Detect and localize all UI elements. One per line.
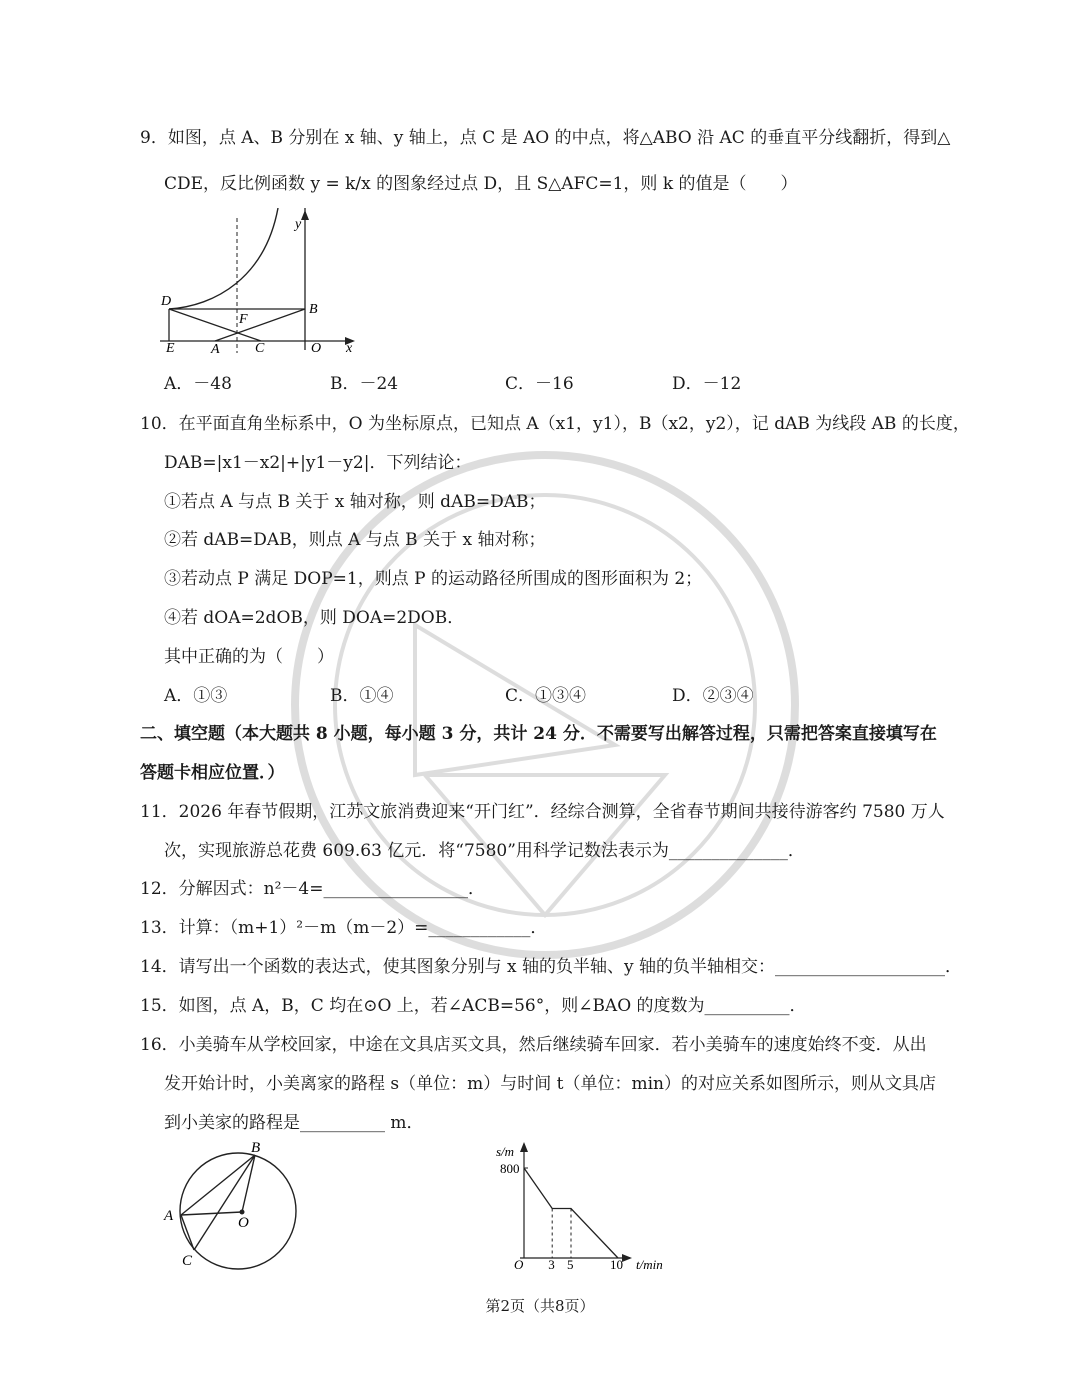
q13-text: 13．计算：（m+1）²－m（m－2）=____________．	[140, 918, 548, 938]
q16-line3: 到小美家的路程是__________ m．	[164, 1113, 424, 1133]
chart-ytick-800: 800	[500, 1161, 520, 1176]
label-e: E	[166, 341, 175, 356]
q10-line2: DAB=|x1－x2|+|y1－y2|．下列结论：	[164, 453, 472, 473]
q10-line1: 10．在平面直角坐标系中，O 为坐标原点，已知点 A（x1，y1），B（x2，y2），记 dAB 为线段 AB 的长度，	[140, 414, 970, 434]
label-c: C	[255, 341, 265, 356]
q10-option-c[interactable]: C．①③④	[505, 686, 587, 706]
label-b: B	[309, 302, 318, 317]
q16-line2: 发开始计时，小美离家的路程 s（单位：m）与时间 t（单位：min）的对应关系如图所示，则从文具店	[164, 1074, 936, 1094]
q10-ask: 其中正确的为（ ）	[164, 647, 334, 667]
label-f: F	[239, 312, 248, 327]
q16-line1: 16．小美骑车从学校回家，中途在文具店买文具，然后继续骑车回家．若小美骑车的速度始终不变．从出	[140, 1035, 927, 1055]
q9-option-d[interactable]: D．－12	[672, 374, 742, 394]
label-x: x	[346, 341, 353, 356]
circle-label-o: O	[238, 1215, 249, 1231]
chart-ylabel: s/m	[496, 1144, 515, 1159]
q9-option-a[interactable]: A．－48	[164, 374, 232, 394]
q15-circle-figure	[158, 1138, 308, 1273]
label-y: y	[295, 217, 302, 232]
q15-text: 15．如图，点 A，B，C 均在⊙O 上，若∠ACB=56°，则∠BAO 的度数为__________．	[140, 996, 807, 1016]
q10-statement-2: ②若 dAB=DAB，则点 A 与点 B 关于 x 轴对称；	[164, 530, 546, 550]
circle-label-c: C	[182, 1253, 193, 1269]
q10-statement-1: ①若点 A 与点 B 关于 x 轴对称，则 dAB=DAB；	[164, 492, 546, 512]
q16-distance-time-chart	[480, 1140, 680, 1275]
q10-option-a[interactable]: A．①③	[164, 686, 228, 706]
q11-line2: 次，实现旅游总花费 609.63 亿元．将“7580”用科学记数法表示为______________．	[164, 841, 805, 861]
section2-heading-line1: 二、填空题（本大题共 8 小题，每小题 3 分，共计 24 分．不需要写出解答过程，只需把答案直接填写在	[140, 724, 937, 744]
q10-statement-3: ③若动点 P 满足 DOP=1，则点 P 的运动路径所围成的图形面积为 2；	[164, 569, 703, 589]
q11-line1: 11．2026 年春节假期，江苏文旅消费迎来“开门红”．经综合测算，全省春节期间共接待游客约 7580 万人	[140, 802, 945, 822]
page-footer: 第2页（共8页）	[485, 1297, 595, 1315]
circle-label-b: B	[251, 1140, 261, 1156]
q14-text: 14．请写出一个函数的表达式，使其图象分别与 x 轴的负半轴、y 轴的负半轴相交：____________________．	[140, 957, 963, 977]
chart-origin: O	[514, 1257, 524, 1272]
q10-option-d[interactable]: D．②③④	[672, 686, 754, 706]
section2-heading-line2: 答题卡相应位置．）	[140, 763, 285, 783]
label-a: A	[211, 342, 220, 357]
chart-xtick-3: 3	[548, 1257, 555, 1272]
q9-option-c[interactable]: C．－16	[505, 374, 574, 394]
q9-option-b[interactable]: B．－24	[330, 374, 399, 394]
chart-xtick-5: 5	[567, 1257, 574, 1272]
chart-xtick-10: 10	[610, 1257, 623, 1272]
q10-statement-4: ④若 dOA=2dOB，则 DOA=2DOB．	[164, 608, 465, 628]
chart-xlabel: t/min	[636, 1257, 663, 1272]
q9-figure	[155, 208, 365, 358]
q9-line1: 9．如图，点 A、B 分别在 x 轴、y 轴上，点 C 是 AO 的中点，将△ABO 沿 AC 的垂直平分线翻折，得到△	[140, 128, 951, 148]
circle-label-a: A	[164, 1208, 174, 1224]
label-d: D	[161, 294, 172, 309]
q12-text: 12．分解因式：n²－4=_________________．	[140, 879, 485, 899]
q9-line2: CDE，反比例函数 y = k/x 的图象经过点 D，且 S△AFC=1，则 k 的值是（ ）	[164, 174, 798, 194]
label-o: O	[311, 341, 322, 356]
q10-option-b[interactable]: B．①④	[330, 686, 394, 706]
